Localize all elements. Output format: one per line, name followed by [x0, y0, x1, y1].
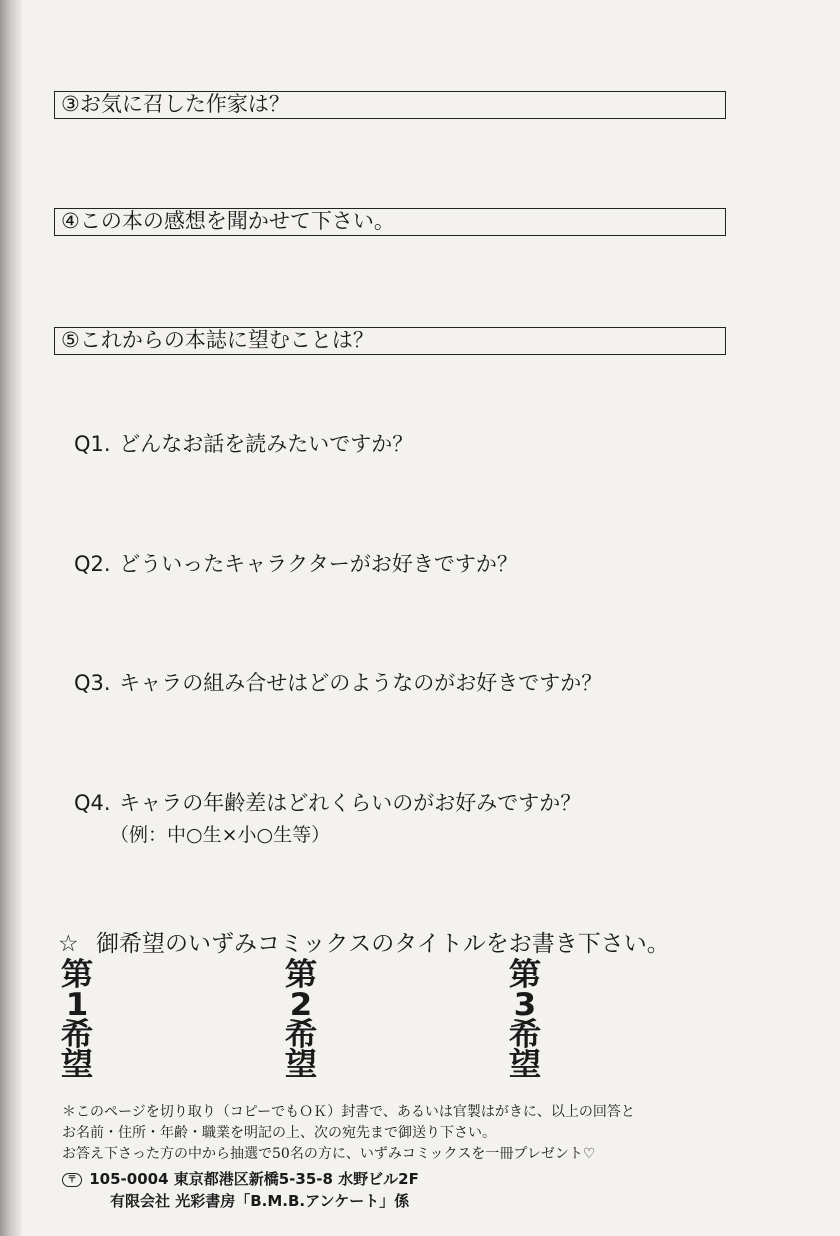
- star-icon: ☆: [58, 931, 79, 957]
- rank-char: 第: [284, 957, 318, 993]
- question-q3: [74, 667, 602, 697]
- question-text: どういったキャラクターがお好きですか？: [119, 552, 518, 576]
- rank-char: 第: [60, 957, 94, 993]
- question-text: どんなお話を読みたいですか？: [119, 432, 414, 456]
- rank-char: 望: [284, 1047, 318, 1083]
- question-number: Q1.: [74, 432, 111, 456]
- mailing-address: [62, 1168, 419, 1212]
- rank-char: 3: [513, 987, 537, 1023]
- rank-char: 望: [508, 1047, 542, 1083]
- question-box-impressions: ④この本の感想を聞かせて下さい。: [54, 208, 726, 236]
- note-line: お答え下さった方の中から抽選で50名の方に、いずみコミックスを一冊プレゼント♡: [62, 1146, 596, 1162]
- question-text: キャラの年齢差はどれくらいのがお好みですか？: [119, 791, 582, 815]
- wish-heading: [58, 925, 670, 958]
- rank-char: 希: [508, 1017, 542, 1053]
- postal-mark-icon: 〒: [62, 1173, 82, 1187]
- note-line: ＊このページを切り取り（コピーでもＯＫ）封書で、あるいは官製はがきに、以上の回答と: [62, 1104, 635, 1120]
- wish-heading-text: 御希望のいずみコミックスのタイトルをお書き下さい。: [95, 931, 670, 957]
- question-text: キャラの組み合せはどのようなのがお好きですか？: [119, 671, 603, 695]
- page-binding-shadow: [0, 0, 22, 1236]
- question-number: Q2.: [74, 552, 111, 576]
- address-recipient: 有限会社 光彩書房「B.M.B.アンケート」係: [110, 1192, 410, 1210]
- question-q1: [74, 428, 413, 458]
- rank-char: 希: [60, 1017, 94, 1053]
- question-box-magazine-wishes: ⑤これからの本誌に望むことは？: [54, 327, 726, 355]
- question-number: Q4.: [74, 791, 111, 815]
- submission-instructions: [62, 1102, 722, 1165]
- question-q2: [74, 548, 518, 578]
- question-q4: [74, 787, 581, 817]
- first-choice-label: [56, 957, 98, 1083]
- second-choice-label: [280, 957, 322, 1083]
- rank-char: 2: [289, 987, 313, 1023]
- question-q4-example: （例：中○生×小○生等）: [110, 824, 331, 846]
- rank-char: 望: [60, 1047, 94, 1083]
- third-choice-label: [504, 957, 546, 1083]
- rank-char: 希: [284, 1017, 318, 1053]
- note-line: お名前・住所・年齢・職業を明記の上、次の宛先まで御送り下さい。: [62, 1125, 496, 1141]
- question-box-favorite-author: ③お気に召した作家は？: [54, 91, 726, 119]
- question-number: Q3.: [74, 671, 111, 695]
- rank-char: 1: [65, 987, 89, 1023]
- address-line: 105-0004 東京都港区新橋5-35-8 水野ビル2F: [89, 1170, 419, 1188]
- rank-char: 第: [508, 957, 542, 993]
